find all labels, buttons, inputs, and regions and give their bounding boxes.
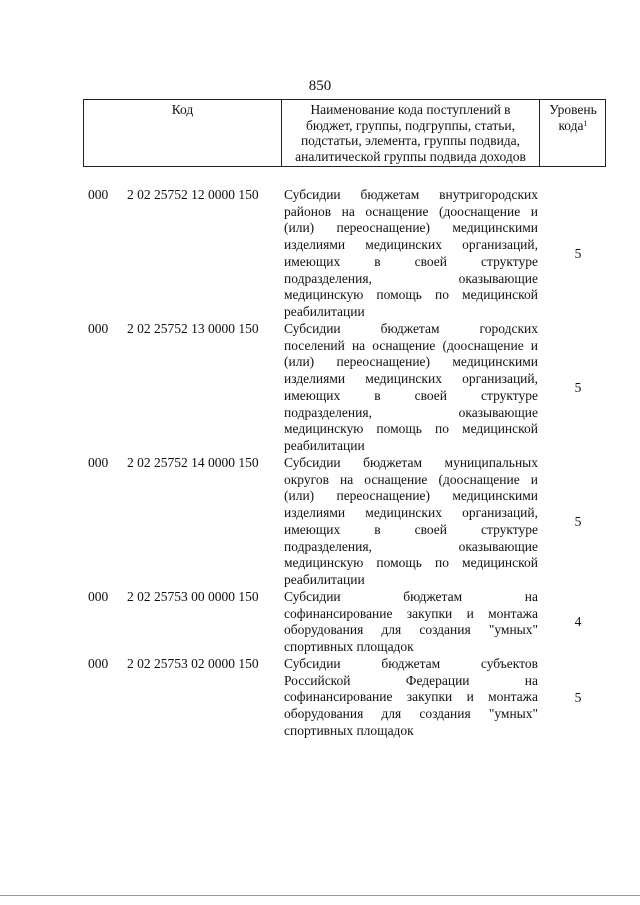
row-name-line: Субсидии бюджетам внутригородских [284, 187, 538, 202]
row-name-line: районов на оснащение (дооснащение и [284, 203, 538, 219]
row-code: 2 02 25752 12 0000 150 [127, 187, 259, 202]
header-level-kod: кода [558, 117, 584, 133]
row-name-line: изделиями медицинских организаций, [284, 505, 538, 521]
row-name [284, 321, 538, 455]
row-name-line: имеющих в своей структуре [284, 521, 538, 537]
row-level: 5 [574, 380, 582, 395]
row-name-line: Субсидии бюджетам на [284, 589, 538, 604]
row-level: 5 [574, 690, 582, 705]
scan-edge-line [0, 895, 640, 896]
header-code: Код [84, 100, 282, 166]
header-name-line: бюджет, группы, подгруппы, статьи, [306, 117, 515, 133]
row-name-line: реабилитации [284, 571, 365, 587]
header-name-line: аналитической группы подвида доходов [295, 148, 526, 164]
table-header [83, 99, 606, 167]
header-name-line: Наименование кода поступлений в [310, 102, 511, 117]
row-code: 2 02 25752 14 0000 150 [127, 455, 259, 470]
row-name-line: (или) переоснащение) медицинскими [284, 354, 538, 370]
row-name-line: имеющих в своей структуре [284, 253, 538, 269]
row-code: 2 02 25753 00 0000 150 [127, 589, 259, 604]
footnote-marker: 1 [583, 118, 588, 128]
row-name [284, 187, 538, 321]
row-name-line: (или) переоснащение) медицинскими [284, 488, 538, 504]
row-name-line: подразделения, оказывающие [284, 270, 538, 286]
header-name-line: подстатьи, элемента, группы подвида, [300, 133, 521, 148]
row-prefix: 000 [88, 187, 109, 202]
row-name-line: спортивных площадок [284, 722, 414, 738]
row-name-line: софинансирование закупки и монтажа [284, 605, 538, 621]
row-name-line: Субсидии бюджетам городских [284, 321, 538, 336]
row-name-line: реабилитации [284, 303, 365, 319]
row-code: 2 02 25753 02 0000 150 [127, 656, 259, 671]
row-name-line: изделиями медицинских организаций, [284, 237, 538, 253]
row-prefix: 000 [88, 656, 109, 671]
row-name-line: Российской Федерации на [284, 672, 538, 688]
row-code: 2 02 25752 13 0000 150 [127, 321, 259, 336]
row-name-line: поселений на оснащение (дооснащение и [284, 337, 538, 353]
row-name-line: Субсидии бюджетам муниципальных [284, 455, 538, 470]
row-name-line: подразделения, оказывающие [284, 538, 538, 554]
row-name-line: имеющих в своей структуре [284, 387, 538, 403]
row-level: 4 [574, 614, 582, 629]
header-level-line1: Уровень [549, 102, 597, 117]
row-name-line: (или) переоснащение) медицинскими [284, 220, 538, 236]
row-name-line: реабилитации [284, 437, 365, 453]
header-name [282, 100, 540, 166]
row-prefix: 000 [88, 589, 109, 604]
row-name-line: медицинскую помощь по медицинской [284, 555, 538, 571]
row-level: 5 [574, 246, 582, 261]
row-name-line: изделиями медицинских организаций, [284, 371, 538, 387]
row-name-line: Субсидии бюджетам субъектов [284, 656, 538, 671]
row-level: 5 [574, 514, 582, 529]
row-name-line: оборудования для создания "умных" [284, 706, 538, 722]
header-level [540, 100, 606, 166]
row-prefix: 000 [88, 455, 109, 470]
row-name-line: подразделения, оказывающие [284, 404, 538, 420]
page-number: 850 [308, 78, 332, 94]
header-level-line2 [540, 118, 606, 134]
row-name [284, 589, 538, 656]
row-name-line: софинансирование закупки и монтажа [284, 689, 538, 705]
row-name-line: оборудования для создания "умных" [284, 622, 538, 638]
row-prefix: 000 [88, 321, 109, 336]
row-name-line: медицинскую помощь по медицинской [284, 421, 538, 437]
row-name-line: медицинскую помощь по медицинской [284, 287, 538, 303]
row-name-line: спортивных площадок [284, 639, 414, 655]
row-name [284, 455, 538, 589]
row-name [284, 656, 538, 740]
row-name-line: округов на оснащение (дооснащение и [284, 471, 538, 487]
